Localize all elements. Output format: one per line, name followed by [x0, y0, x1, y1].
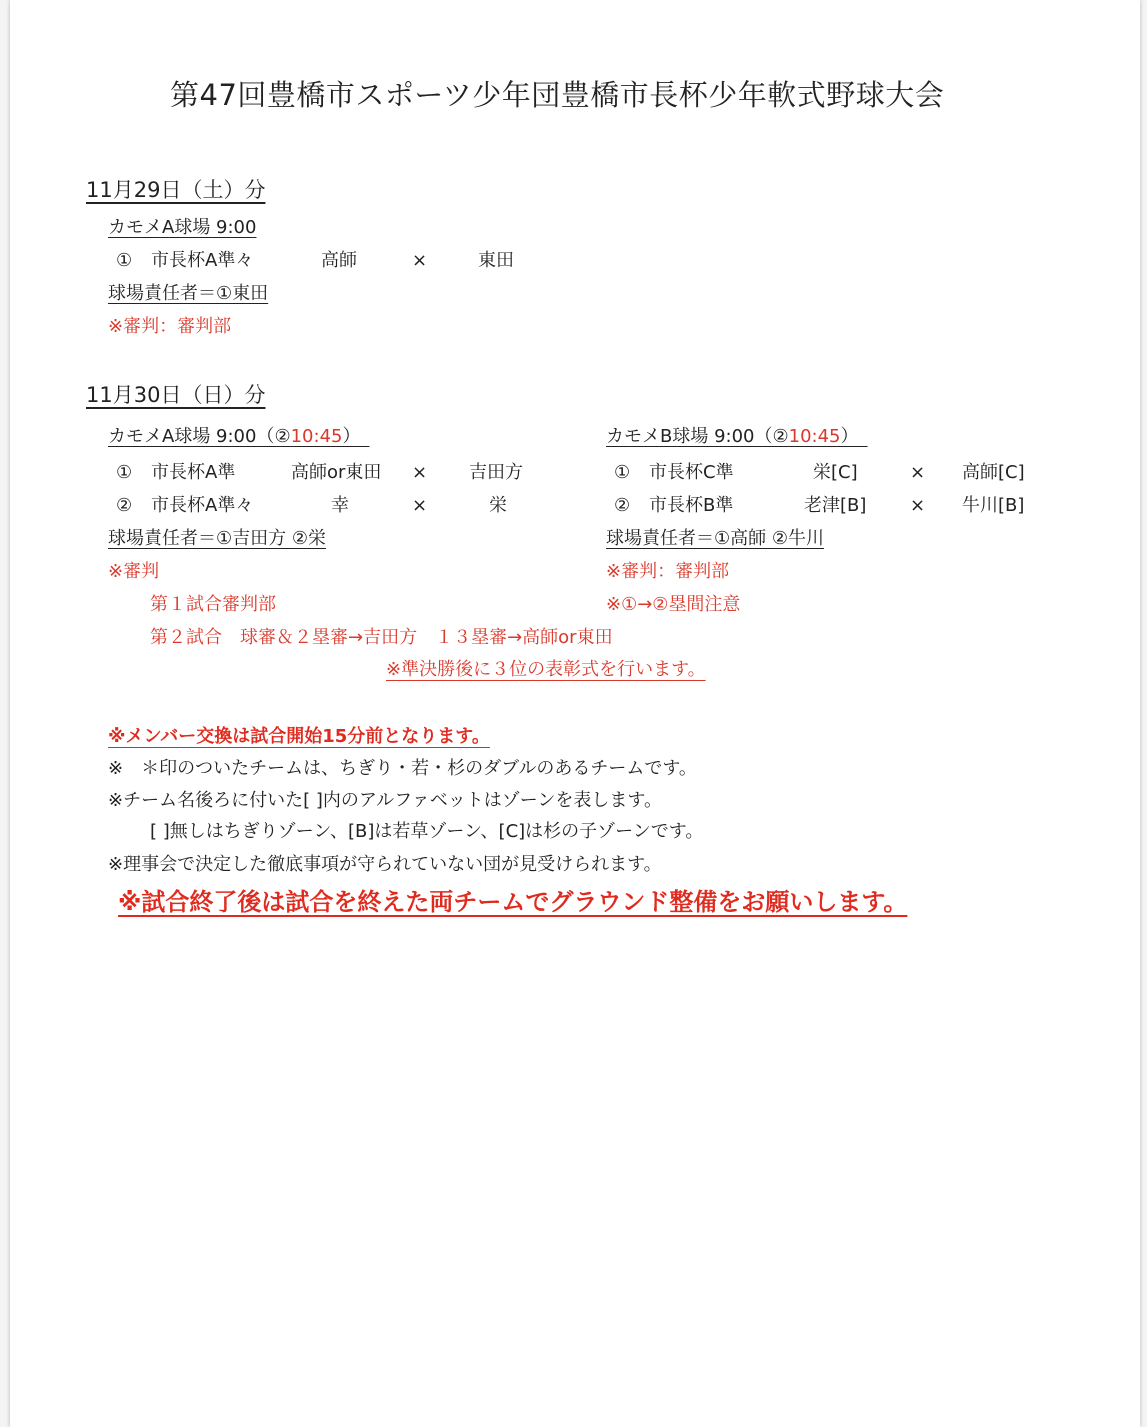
- second-game-time: 10:45: [290, 426, 343, 447]
- match-away-team: 高師[C]: [962, 462, 1025, 483]
- page-title: 第47回豊橋市スポーツ少年団豊橋市長杯少年軟式野球大会: [170, 78, 945, 112]
- day2-left-venue: カモメA球場 9:00（②10:45）: [108, 426, 352, 447]
- day2-right-umpire: ※審判：審判部: [606, 561, 730, 582]
- match-round: 市長杯A準々: [151, 250, 254, 271]
- match-away-team: 吉田方: [469, 462, 523, 483]
- member-exchange-notice: ※メンバー交換は試合開始15分前となります。: [108, 726, 490, 747]
- match-away-team: 栄: [489, 495, 507, 516]
- match-vs: ×: [412, 250, 428, 271]
- match-number: ①: [116, 250, 133, 271]
- match-home-team: 高師or東田: [291, 462, 382, 483]
- match-home-team: 栄[C]: [813, 462, 858, 483]
- match-round: 市長杯A準々: [151, 495, 254, 516]
- match-away-team: 牛川[B]: [962, 495, 1025, 516]
- day2-right-field-manager: 球場責任者＝①高師 ②牛川: [606, 528, 824, 549]
- note-double-teams: ※ ＊印のついたチームは、ちぎり・若・杉のダブルのあるチームです。: [108, 758, 697, 779]
- day1-date: 11月29日（土）分: [86, 178, 266, 202]
- match-vs: ×: [910, 495, 926, 516]
- ground-maintenance-notice: ※試合終了後は試合を終えた両チームでグラウンド整備をお願いします。: [118, 888, 908, 916]
- match-away-team: 東田: [478, 250, 514, 271]
- day1-venue: カモメA球場 9:00: [108, 217, 257, 238]
- note-zone-legend: [ ]無しはちぎりゾーン、[B]は若草ゾーン、[C]は杉の子ゾーンです。: [150, 821, 704, 842]
- match-home-team: 老津[B]: [804, 495, 867, 516]
- document-page: [10, 0, 1140, 1427]
- match-round: 市長杯A準: [151, 462, 236, 483]
- day2-left-umpire-heading: ※審判: [108, 561, 160, 582]
- match-vs: ×: [412, 495, 428, 516]
- day2-right-base-note: ※①→②塁間注意: [606, 594, 741, 615]
- day1-umpire: ※審判：審判部: [108, 316, 232, 337]
- match-number: ②: [614, 495, 631, 516]
- match-home-team: 高師: [321, 250, 357, 271]
- match-vs: ×: [412, 462, 428, 483]
- day2-date: 11月30日（日）分: [86, 383, 266, 407]
- match-vs: ×: [910, 462, 926, 483]
- day2-left-field-manager: 球場責任者＝①吉田方 ②栄: [108, 528, 326, 549]
- match-round: 市長杯C準: [649, 462, 734, 483]
- match-number: ①: [614, 462, 631, 483]
- day2-left-umpire-game2: 第２試合 球審＆２塁審→吉田方 １３塁審→高師or東田: [150, 627, 613, 648]
- match-number: ②: [116, 495, 133, 516]
- day1-field-manager: 球場責任者＝①東田: [108, 283, 269, 304]
- day2-left-umpire-game1: 第１試合審判部: [150, 594, 276, 615]
- ceremony-notice: ※準決勝後に３位の表彰式を行います。: [386, 659, 706, 680]
- note-zone-letters: ※チーム名後ろに付いた[ ]内のアルファベットはゾーンを表します。: [108, 790, 662, 811]
- match-home-team: 幸: [331, 495, 349, 516]
- note-board-rules: ※理事会で決定した徹底事項が守られていない団が見受けられます。: [108, 854, 662, 875]
- match-number: ①: [116, 462, 133, 483]
- second-game-time: 10:45: [788, 426, 841, 447]
- match-round: 市長杯B準: [649, 495, 734, 516]
- day2-right-venue: カモメB球場 9:00（②10:45）: [606, 426, 850, 447]
